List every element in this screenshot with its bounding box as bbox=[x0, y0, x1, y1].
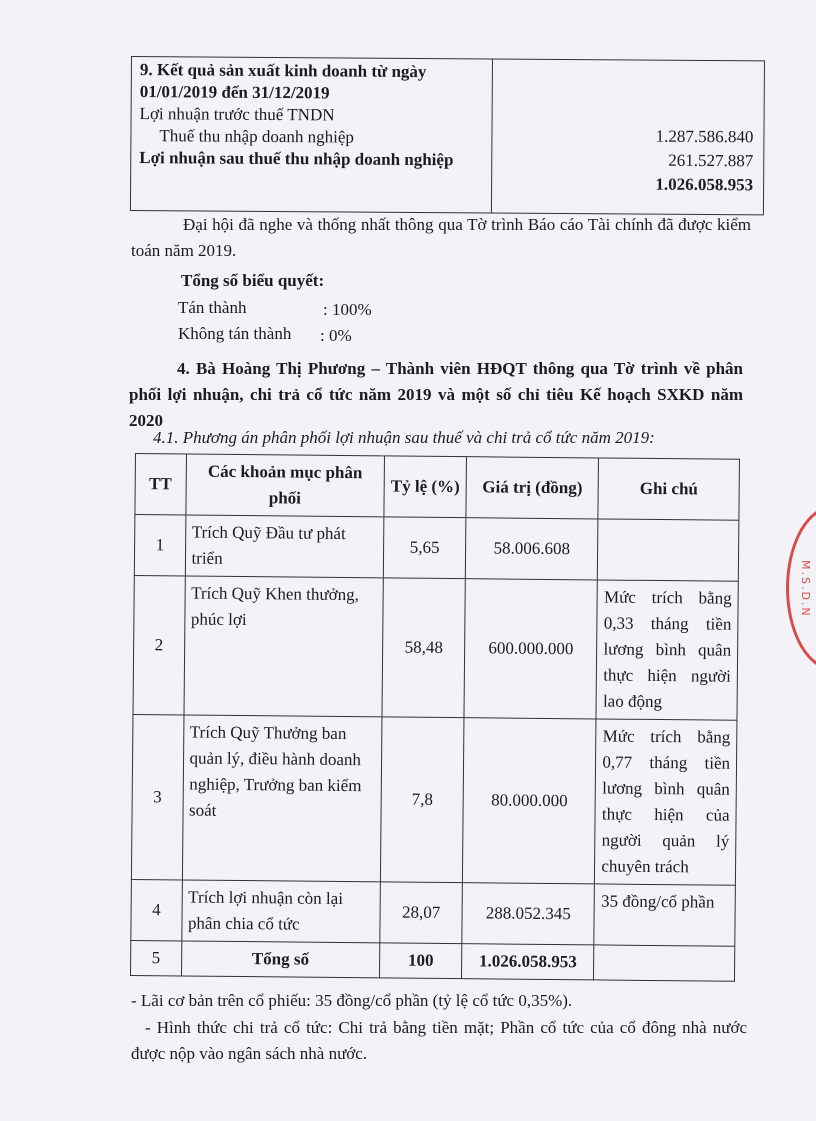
total-label: Tổng số bbox=[181, 941, 380, 978]
cell-tt: 1 bbox=[134, 515, 185, 576]
cell-value: 288.052.345 bbox=[462, 883, 595, 945]
cell-pct: 28,07 bbox=[380, 882, 463, 944]
results-values bbox=[492, 60, 764, 215]
cell-item: Trích Quỹ Thưởng ban quản lý, điều hành doanh nghiệp, Trưởng ban kiểm soát bbox=[182, 715, 382, 882]
results-box bbox=[130, 56, 765, 215]
table-row bbox=[133, 575, 738, 720]
stamp-text: M.S.D.N bbox=[799, 560, 812, 618]
vote-approve-label: Tán thành bbox=[178, 298, 247, 317]
results-heading: 9. Kết quả sản xuất kinh doanh từ ngày 01/01/2019 đến 31/12/2019 bbox=[139, 60, 427, 103]
cell-note bbox=[598, 519, 739, 581]
header-tt: TT bbox=[135, 454, 186, 515]
profit-after-tax-value: 1.026.058.953 bbox=[655, 174, 754, 195]
table-total-row bbox=[130, 940, 734, 981]
cell-pct: 5,65 bbox=[383, 517, 466, 579]
cell-pct: 58,48 bbox=[382, 578, 465, 718]
vote-approve-value: : 100% bbox=[323, 300, 372, 319]
cell-pct: 7,8 bbox=[381, 717, 465, 883]
approval-paragraph: Đại hội đã nghe và thống nhất thông qua Tờ trình Báo cáo Tài chính đã được kiểm toán năm 2019. bbox=[131, 215, 751, 260]
note-payment-method: - Hình thức chi trả cổ tức: Chi trả bằng tiền mặt; Phần cổ tức của cổ đông nhà nước được nộp vào ngân sách nhà nước. bbox=[131, 1018, 747, 1063]
corporate-tax-value: 261.527.887 bbox=[668, 150, 754, 171]
table-header-row bbox=[135, 454, 740, 521]
cell-note: Mức trích bằng 0,77 tháng tiền lương bình quân thực hiện của người quản lý chuyên trách bbox=[595, 719, 737, 885]
header-item: Các khoản mục phân phối bbox=[185, 454, 384, 517]
total-tt: 5 bbox=[130, 940, 181, 975]
corporate-tax-label: Thuế thu nhập doanh nghiệp bbox=[159, 126, 355, 147]
vote-reject-label: Không tán thành bbox=[178, 324, 292, 343]
vote-reject-value: : 0% bbox=[320, 326, 352, 345]
cell-item: Trích Quỹ Khen thưởng, phúc lợi bbox=[183, 576, 383, 717]
company-stamp bbox=[786, 505, 816, 671]
cell-note: Mức trích bằng 0,33 tháng tiền lương bình quân thực hiện người lao động bbox=[596, 580, 738, 720]
table-row bbox=[131, 714, 737, 885]
cell-value: 58.006.608 bbox=[465, 518, 598, 580]
total-note bbox=[594, 945, 735, 981]
profit-distribution-table bbox=[130, 453, 740, 982]
cell-tt: 3 bbox=[131, 714, 183, 879]
cell-item: Trích Quỹ Đầu tư phát triển bbox=[185, 515, 384, 578]
table-row bbox=[131, 879, 736, 946]
cell-note: 35 đồng/cổ phần bbox=[594, 884, 735, 946]
header-note: Ghi chú bbox=[598, 458, 739, 520]
cell-tt: 2 bbox=[133, 575, 185, 714]
profit-before-tax-label: Lợi nhuận trước thuế TNDN bbox=[139, 104, 335, 125]
total-pct: 100 bbox=[380, 943, 462, 979]
profit-after-tax-label: Lợi nhuận sau thuế thu nhập doanh nghiệp bbox=[139, 148, 454, 170]
section4-heading: 4. Bà Hoàng Thị Phương – Thành viên HĐQT thông qua Tờ trình về phân phối lợi nhuận, chi trả cổ tức năm 2019 và một số chỉ tiêu Kế hoạch SXKD năm 2020 bbox=[129, 359, 743, 430]
cell-value: 80.000.000 bbox=[462, 718, 596, 884]
cell-value: 600.000.000 bbox=[464, 579, 598, 719]
total-value: 1.026.058.953 bbox=[462, 944, 595, 980]
section4-subheading: 4.1. Phương án phân phối lợi nhuận sau thuế và chi trả cổ tức năm 2019: bbox=[153, 428, 655, 447]
table-row bbox=[134, 515, 739, 582]
vote-heading: Tổng số biểu quyết: bbox=[181, 271, 325, 290]
results-labels bbox=[131, 57, 493, 213]
cell-item: Trích lợi nhuận còn lại phân chia cổ tức bbox=[181, 880, 380, 943]
header-value: Giá trị (đồng) bbox=[466, 457, 599, 519]
profit-before-tax-value: 1.287.586.840 bbox=[655, 126, 754, 147]
cell-tt: 4 bbox=[131, 879, 182, 940]
header-pct: Tỷ lệ (%) bbox=[384, 456, 467, 518]
note-eps: - Lãi cơ bản trên cổ phiếu: 35 đồng/cổ phần (tỷ lệ cổ tức 0,35%). bbox=[131, 991, 573, 1010]
